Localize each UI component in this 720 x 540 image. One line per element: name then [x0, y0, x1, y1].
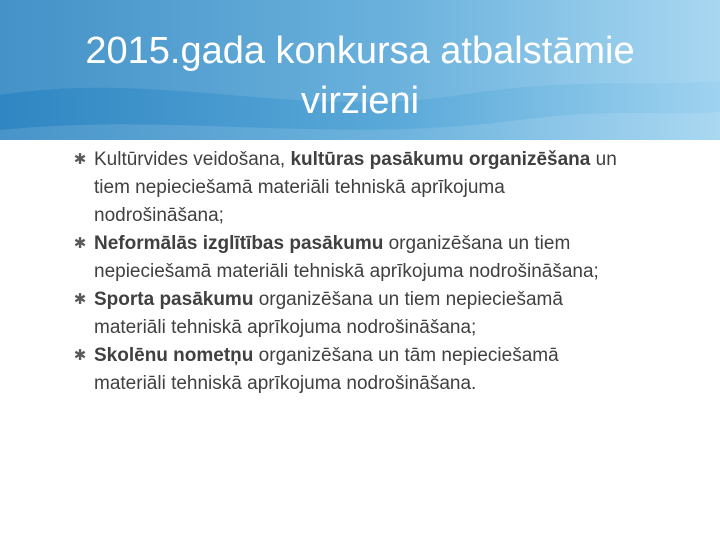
title-banner [0, 0, 720, 140]
asterisk-bullet-icon: ✱ [73, 291, 87, 308]
bullet-list [72, 146, 632, 398]
item-text-bold: Skolēnu nometņu [94, 345, 254, 366]
asterisk-bullet-icon: ✱ [73, 347, 87, 364]
asterisk-bullet-icon: ✱ [73, 151, 87, 168]
item-text-bold: kultūras pasākumu organizēšana [290, 149, 591, 170]
item-text-bold: Sporta pasākumu [94, 289, 254, 310]
item-text-regular: organizēšana un tiem nepieciešamā materiāli tehniskā aprīkojuma nodrošināšana; [94, 233, 599, 282]
item-text-regular: un tiem nepieciešamā materiāli tehniskā aprīkojuma nodrošināšana; [94, 149, 617, 226]
item-text-regular: organizēšana un tiem nepieciešamā materiāli tehniskā aprīkojuma nodrošināšana; [94, 289, 563, 338]
asterisk-bullet-icon: ✱ [73, 235, 87, 252]
item-text-regular: organizēšana un tām nepieciešamā materiāli tehniskā aprīkojuma nodrošināšana. [94, 345, 559, 394]
list-item [72, 146, 632, 230]
list-item [72, 286, 632, 342]
list-item [72, 342, 632, 398]
item-text-regular: Kultūrvides veidošana, [94, 149, 291, 170]
slide-title: 2015.gada konkursa atbalstāmie virzieni [85, 30, 635, 122]
list-item [72, 230, 632, 286]
item-text-bold: Neformālās izglītības pasākumu [94, 233, 384, 254]
